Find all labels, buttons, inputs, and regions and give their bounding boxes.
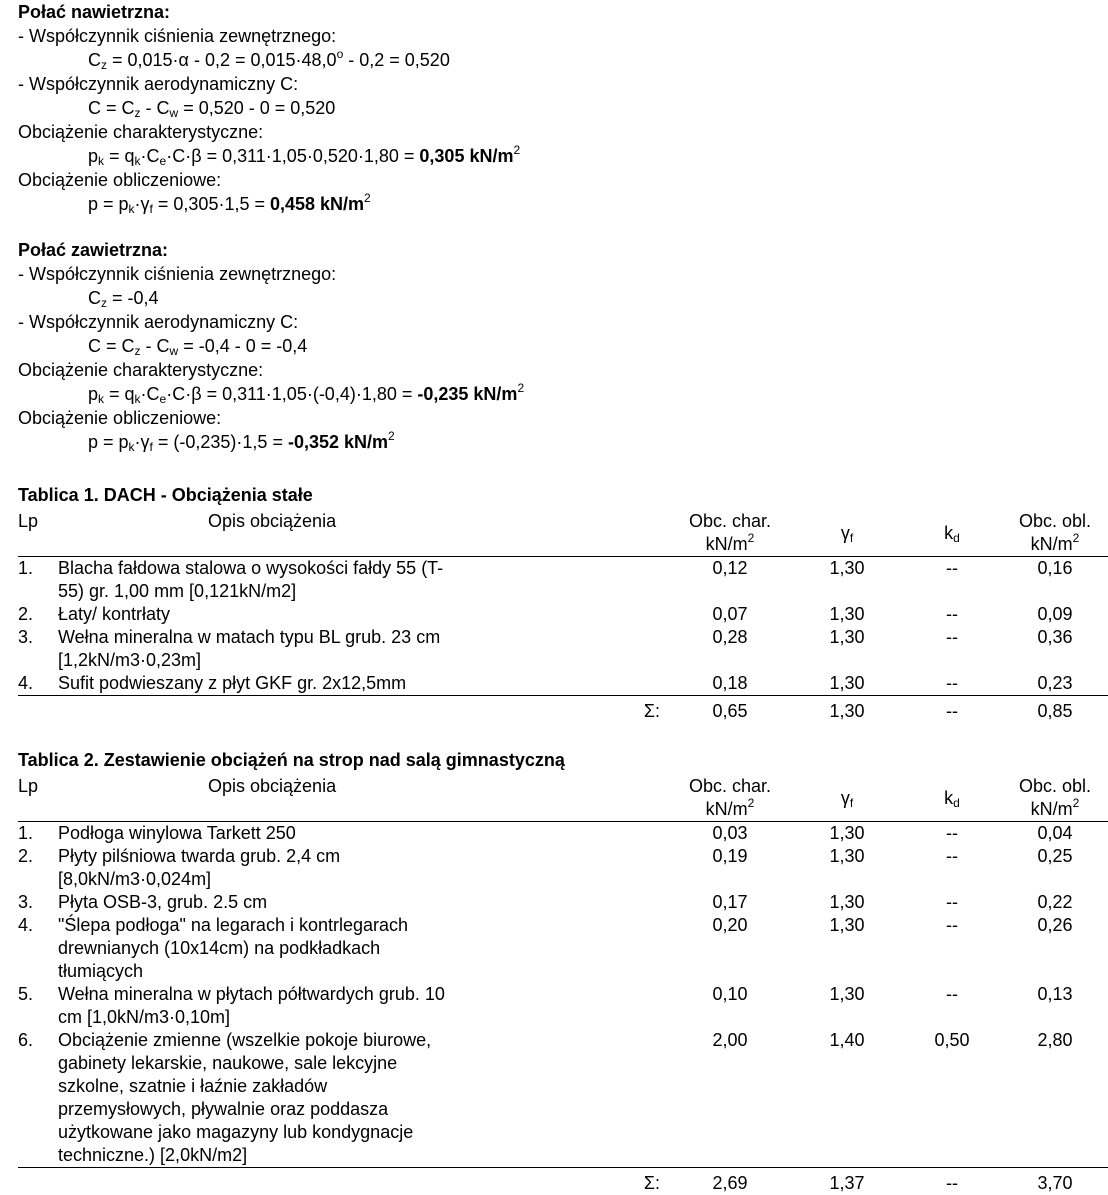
table-cell: 0,50 bbox=[902, 1029, 1002, 1168]
table2-title: Tablica 2. Zestawienie obciążeń na strop nad salą gimnastyczną bbox=[18, 745, 958, 775]
table-cell: 0,17 bbox=[668, 891, 792, 914]
table-cell: 2,00 bbox=[668, 1029, 792, 1168]
table-cell: 1,30 bbox=[792, 845, 902, 891]
table-cell: 0,20 bbox=[668, 914, 792, 983]
table-cell: 0,04 bbox=[1002, 822, 1108, 846]
table-row bbox=[18, 891, 1108, 914]
header-kd: $k_d$ bbox=[902, 775, 1002, 822]
table-cell: -- bbox=[902, 983, 1002, 1029]
document-page bbox=[18, 0, 958, 1195]
table-cell: -- bbox=[902, 845, 1002, 891]
text-line: Obciążenie obliczeniowe: bbox=[18, 168, 958, 192]
formula-pk: $p_k = q_k\cdot C_e\cdot C\cdot\beta = 0,311\cdot 1,05\cdot(-0,4)\cdot 1,80 = -0,235$ $kN/m^2$ bbox=[18, 382, 958, 406]
table-cell: -- bbox=[902, 1168, 1002, 1195]
text-line: - Współczynnik aerodynamiczny C: bbox=[18, 310, 958, 334]
text-line: - Współczynnik aerodynamiczny C: bbox=[18, 72, 958, 96]
table-cell: 0,23 bbox=[1002, 672, 1108, 696]
table-cell: 1,30 bbox=[792, 891, 902, 914]
table-cell: 1,40 bbox=[792, 1029, 902, 1168]
table-cell: -- bbox=[902, 557, 1002, 604]
section-heading: Połać zawietrzna: bbox=[18, 238, 958, 262]
table-cell: 0,12 bbox=[668, 557, 792, 604]
table-cell: 0,19 bbox=[668, 845, 792, 891]
header-opis: Opis obciążenia bbox=[58, 775, 668, 822]
table-cell: -- bbox=[902, 672, 1002, 696]
table-cell: Wełna mineralna w matach typu BL grub. 23 cm [1,2kN/m3·0,23m] bbox=[58, 626, 668, 672]
table-cell: 1. bbox=[18, 557, 58, 604]
table-cell: -- bbox=[902, 822, 1002, 846]
table-cell: -- bbox=[902, 603, 1002, 626]
table-row bbox=[18, 983, 1108, 1029]
header-lp: Lp bbox=[18, 510, 58, 557]
table-cell: 1,30 bbox=[792, 672, 902, 696]
table-header-row bbox=[18, 510, 1108, 557]
table-row bbox=[18, 672, 1108, 696]
table-cell: 2,69 bbox=[668, 1168, 792, 1195]
section-heading: Połać nawietrzna: bbox=[18, 0, 958, 24]
header-obc-obl: Obc. obl. $kN/m^2$ bbox=[1002, 775, 1108, 822]
table-cell: 1,30 bbox=[792, 983, 902, 1029]
table-cell bbox=[18, 1168, 58, 1195]
sum-label: Σ: bbox=[58, 1168, 668, 1195]
table-row bbox=[18, 626, 1108, 672]
table-cell: 2. bbox=[18, 845, 58, 891]
header-obc-char: Obc. char. $kN/m^2$ bbox=[668, 510, 792, 557]
table-cell: 0,18 bbox=[668, 672, 792, 696]
table-cell: 0,07 bbox=[668, 603, 792, 626]
table-cell: 4. bbox=[18, 914, 58, 983]
header-lp: Lp bbox=[18, 775, 58, 822]
table-cell: 1,37 bbox=[792, 1168, 902, 1195]
table-cell: Blacha fałdowa stalowa o wysokości fałdy 55 (T- 55) gr. 1,00 mm [0,121kN/m2] bbox=[58, 557, 668, 604]
table-cell: 2. bbox=[18, 603, 58, 626]
table-sum-row bbox=[18, 1168, 1108, 1195]
formula-p: $p = p_k\cdot\gamma_f = 0,305\cdot 1,5 = 0,458$ $kN/m^2$ bbox=[18, 192, 958, 216]
table-cell: Sufit podwieszany z płyt GKF gr. 2x12,5mm bbox=[58, 672, 668, 696]
table-row bbox=[18, 1029, 1108, 1168]
section-nawietrzna bbox=[18, 0, 958, 216]
table-cell: 0,28 bbox=[668, 626, 792, 672]
formula-c: $C = C_z - C_w = -0,4 - 0 = -0,4$ bbox=[18, 334, 958, 358]
table-cell: 3,70 bbox=[1002, 1168, 1108, 1195]
table-cell: 4. bbox=[18, 672, 58, 696]
table-cell bbox=[18, 696, 58, 724]
table-cell: 0,22 bbox=[1002, 891, 1108, 914]
table-cell: Płyty pilśniowa twarda grub. 2,4 cm [8,0kN/m3·0,024m] bbox=[58, 845, 668, 891]
table-row bbox=[18, 557, 1108, 604]
text-line: Obciążenie obliczeniowe: bbox=[18, 406, 958, 430]
formula-cz: $C_z = 0,015\cdot\alpha - 0,2 = 0,015\cdot 48,0^o - 0,2 = 0,520$ bbox=[18, 48, 958, 72]
table-cell: 1,30 bbox=[792, 626, 902, 672]
table-sum-row bbox=[18, 696, 1108, 724]
table-cell: 5. bbox=[18, 983, 58, 1029]
table-cell: 0,13 bbox=[1002, 983, 1108, 1029]
header-gamma-f: $\gamma_f$ bbox=[792, 775, 902, 822]
header-kd: $k_d$ bbox=[902, 510, 1002, 557]
table-cell: 1. bbox=[18, 822, 58, 846]
header-obc-char: Obc. char. $kN/m^2$ bbox=[668, 775, 792, 822]
table-cell: 1,30 bbox=[792, 557, 902, 604]
text-line: - Współczynnik ciśnienia zewnętrznego: bbox=[18, 262, 958, 286]
table-cell: 0,65 bbox=[668, 696, 792, 724]
table-cell: 1,30 bbox=[792, 603, 902, 626]
table2 bbox=[18, 775, 1108, 1195]
table-row bbox=[18, 845, 1108, 891]
table-cell: Podłoga winylowa Tarkett 250 bbox=[58, 822, 668, 846]
table-cell: 0,36 bbox=[1002, 626, 1108, 672]
table-cell: Płyta OSB-3, grub. 2.5 cm bbox=[58, 891, 668, 914]
table1 bbox=[18, 510, 1108, 723]
table-cell: -- bbox=[902, 914, 1002, 983]
table-cell: 0,03 bbox=[668, 822, 792, 846]
formula-p: $p = p_k\cdot\gamma_f = (-0,235)\cdot 1,5 = -0,352$ $kN/m^2$ bbox=[18, 430, 958, 454]
table-cell: 0,85 bbox=[1002, 696, 1108, 724]
table-cell: 0,25 bbox=[1002, 845, 1108, 891]
formula-pk: $p_k = q_k\cdot C_e\cdot C\cdot\beta = 0,311\cdot 1,05\cdot 0,520\cdot 1,80 = 0,305$ $kN/m^2$ bbox=[18, 144, 958, 168]
header-obc-obl: Obc. obl. $kN/m^2$ bbox=[1002, 510, 1108, 557]
section-zawietrzna bbox=[18, 238, 958, 454]
table-cell: 1,30 bbox=[792, 696, 902, 724]
table-cell: -- bbox=[902, 891, 1002, 914]
text-line: - Współczynnik ciśnienia zewnętrznego: bbox=[18, 24, 958, 48]
table-cell: 0,26 bbox=[1002, 914, 1108, 983]
table-cell: 0,16 bbox=[1002, 557, 1108, 604]
formula-cz: $C_z = -0,4$ bbox=[18, 286, 958, 310]
table-header-row bbox=[18, 775, 1108, 822]
table-cell: 1,30 bbox=[792, 822, 902, 846]
table-row bbox=[18, 914, 1108, 983]
table-row bbox=[18, 822, 1108, 846]
header-opis: Opis obciążenia bbox=[58, 510, 668, 557]
table-cell: Obciążenie zmienne (wszelkie pokoje biurowe, gabinety lekarskie, naukowe, sale lekcyjne szkolne, szatnie i łaźnie zakładów przemysłowych, pływalnie oraz poddasza użytkowane jako magazyny lub kondygnacje techniczne.) [2,0kN/m2] bbox=[58, 1029, 668, 1168]
table-cell: 6. bbox=[18, 1029, 58, 1168]
table1-title: Tablica 1. DACH - Obciążenia stałe bbox=[18, 480, 958, 510]
table-cell: Wełna mineralna w płytach półtwardych grub. 10 cm [1,0kN/m3·0,10m] bbox=[58, 983, 668, 1029]
table-cell: -- bbox=[902, 626, 1002, 672]
table-cell: 0,10 bbox=[668, 983, 792, 1029]
sum-label: Σ: bbox=[58, 696, 668, 724]
table-cell: -- bbox=[902, 696, 1002, 724]
header-gamma-f: $\gamma_f$ bbox=[792, 510, 902, 557]
table-cell: 0,09 bbox=[1002, 603, 1108, 626]
formula-c: $C = C_z - C_w = 0,520 - 0 = 0,520$ bbox=[18, 96, 958, 120]
text-line: Obciążenie charakterystyczne: bbox=[18, 358, 958, 382]
table-row bbox=[18, 603, 1108, 626]
text-line: Obciążenie charakterystyczne: bbox=[18, 120, 958, 144]
table-cell: Łaty/ kontrłaty bbox=[58, 603, 668, 626]
table-cell: 1,30 bbox=[792, 914, 902, 983]
table-cell: 3. bbox=[18, 891, 58, 914]
table-cell: "Ślepa podłoga" na legarach i kontrlegarach drewnianych (10x14cm) na podkładkach tłumiących bbox=[58, 914, 668, 983]
table-cell: 3. bbox=[18, 626, 58, 672]
table-cell: 2,80 bbox=[1002, 1029, 1108, 1168]
